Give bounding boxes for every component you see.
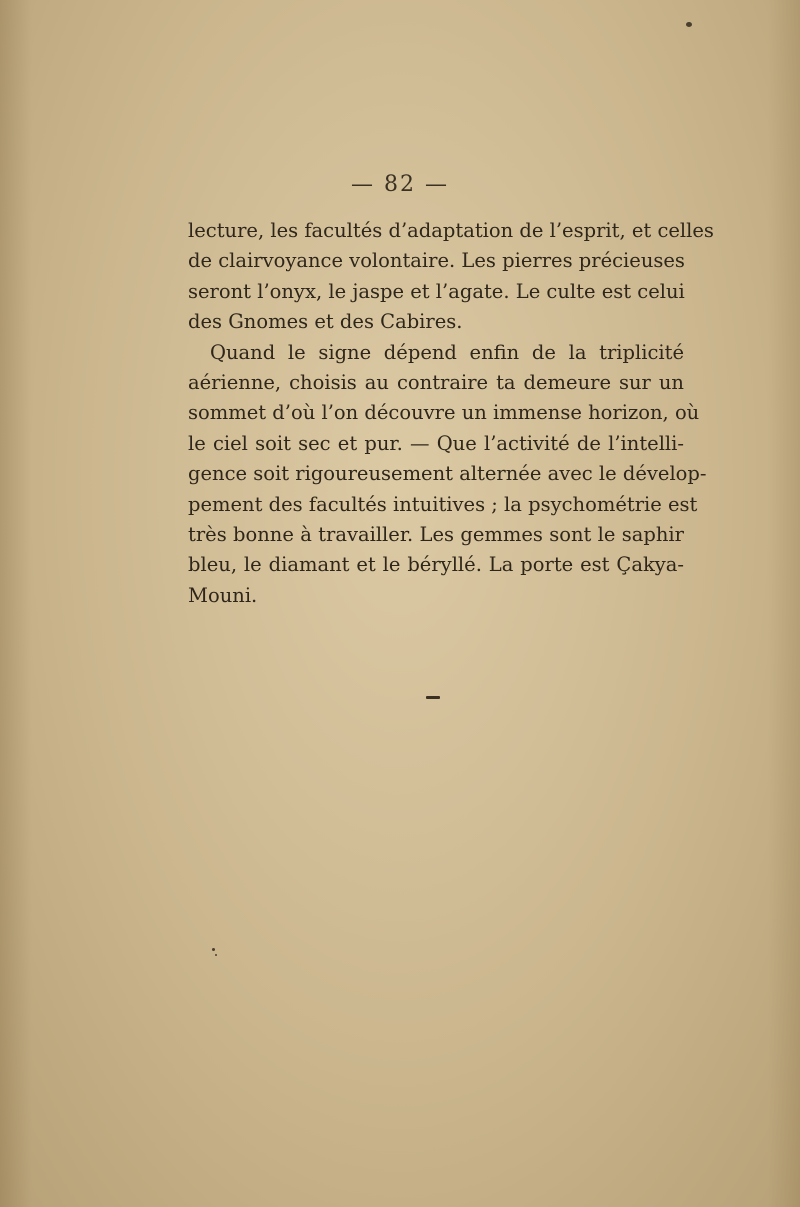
text-line: le ciel soit sec et pur. — Que l’activité de l’intelli- — [188, 431, 684, 455]
text-line: aérienne, choisis au contraire ta demeure sur un — [188, 371, 684, 395]
text-line: des Gnomes et des Cabires. — [188, 310, 463, 334]
ink-speck — [212, 948, 215, 951]
text-line: pement des facultés intuitives ; la psychométrie est — [188, 492, 698, 516]
section-separator — [426, 696, 440, 699]
ink-speck — [215, 954, 217, 956]
page-number: — 82 — — [351, 172, 449, 197]
text-line: seront l’onyx, le jaspe et l’agate. Le culte est celui — [188, 279, 685, 303]
text-line: Quand le signe dépend enfin de la triplicité — [210, 340, 684, 364]
body-text — [188, 216, 714, 611]
text-line: bleu, le diamant et le béryllé. La porte est Çakya- — [188, 553, 684, 577]
text-line: de clairvoyance volontaire. Les pierres précieuses — [188, 249, 685, 273]
text-line: Mouni. — [188, 583, 258, 607]
ink-speck — [686, 22, 692, 27]
text-line: gence soit rigoureusement alternée avec le dévelop- — [188, 462, 707, 486]
text-line: sommet d’où l’on découvre un immense horizon, où — [188, 401, 700, 425]
text-line: lecture, les facultés d’adaptation de l’esprit, et celles — [188, 219, 714, 242]
text-line: très bonne à travailler. Les gemmes sont le saphir — [188, 523, 684, 547]
